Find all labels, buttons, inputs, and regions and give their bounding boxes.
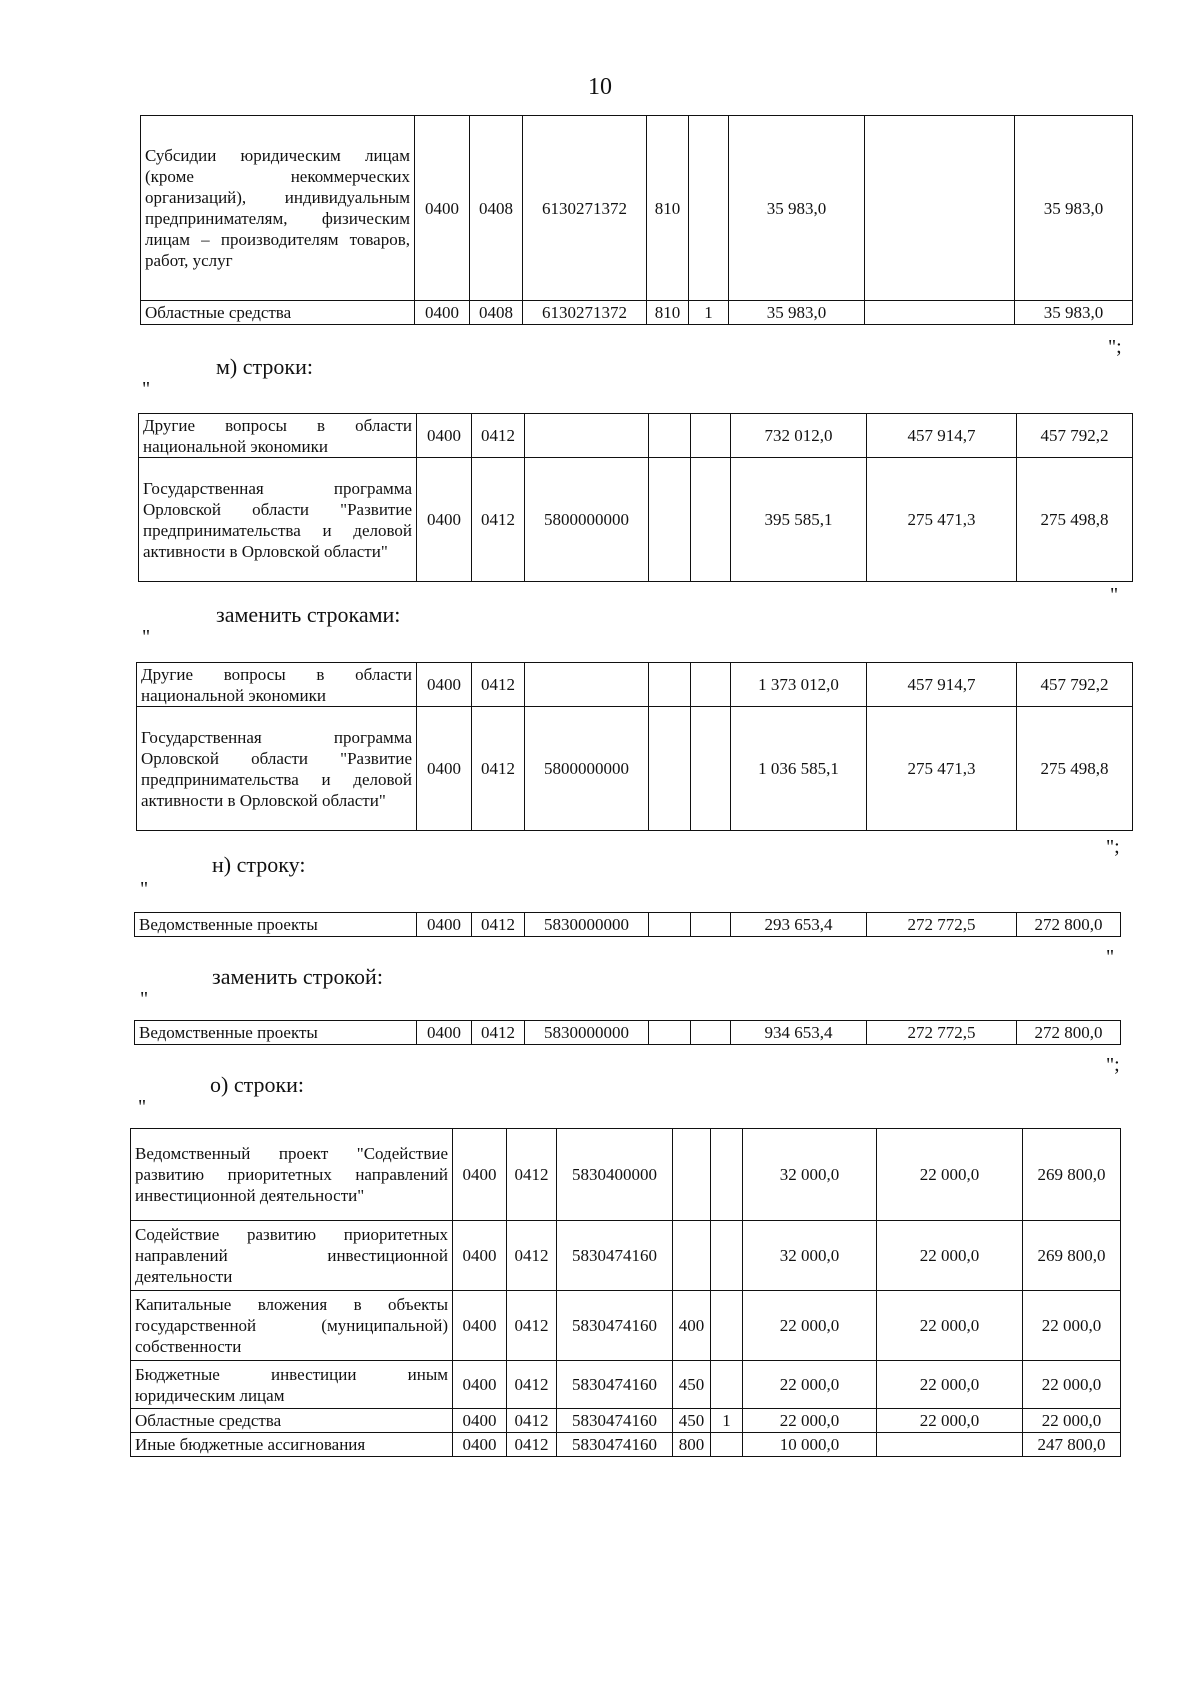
funding-source (691, 707, 731, 831)
amount-year-1: 35 983,0 (729, 301, 865, 325)
funding-source (711, 1221, 743, 1291)
amount-year-3: 272 800,0 (1017, 913, 1121, 937)
target-article-code: 5830400000 (557, 1129, 673, 1221)
closing-quote: "; (1106, 836, 1120, 858)
row-name: Областные средства (131, 1409, 453, 1433)
section-heading-replace-row: заменить строкой: (212, 964, 383, 989)
amount-year-1: 32 000,0 (743, 1221, 877, 1291)
amount-year-2: 22 000,0 (877, 1291, 1023, 1361)
amount-year-2 (865, 301, 1015, 325)
funding-source (711, 1361, 743, 1409)
target-article-code: 5830000000 (525, 1021, 649, 1045)
table-row (131, 1409, 1121, 1433)
section-code: 0400 (453, 1129, 507, 1221)
section-code: 0400 (415, 301, 470, 325)
target-article-code (525, 414, 649, 458)
row-name: Государственная программа Орловской области "Развитие предпринимательства и деловой активности в Орловской области" (139, 458, 417, 582)
budget-table-3 (136, 662, 1133, 831)
table-row (139, 414, 1133, 458)
amount-year-2: 457 914,7 (867, 663, 1017, 707)
target-article-code: 6130271372 (523, 301, 647, 325)
opening-quote: " (140, 988, 149, 1010)
amount-year-3: 247 800,0 (1023, 1433, 1121, 1457)
amount-year-3: 269 800,0 (1023, 1129, 1121, 1221)
row-name: Бюджетные инвестиции иным юридическим лицам (131, 1361, 453, 1409)
amount-year-2: 457 914,7 (867, 414, 1017, 458)
budget-table-2 (138, 413, 1133, 582)
amount-year-1: 732 012,0 (731, 414, 867, 458)
expense-type-code (649, 414, 691, 458)
amount-year-3: 35 983,0 (1015, 301, 1133, 325)
subsection-code: 0412 (472, 414, 525, 458)
amount-year-2: 272 772,5 (867, 913, 1017, 937)
subsection-code: 0412 (472, 707, 525, 831)
section-code: 0400 (415, 116, 470, 301)
section-heading-replace-rows: заменить строками: (216, 602, 401, 627)
expense-type-code: 450 (673, 1409, 711, 1433)
opening-quote: " (142, 378, 151, 400)
funding-source (691, 663, 731, 707)
target-article-code: 5830474160 (557, 1361, 673, 1409)
funding-source: 1 (711, 1409, 743, 1433)
amount-year-2: 22 000,0 (877, 1409, 1023, 1433)
target-article-code: 6130271372 (523, 116, 647, 301)
table-row (131, 1221, 1121, 1291)
amount-year-1: 22 000,0 (743, 1291, 877, 1361)
budget-table-1 (140, 115, 1133, 325)
target-article-code: 5800000000 (525, 707, 649, 831)
section-heading-m: м) строки: (216, 354, 313, 379)
table-row (131, 1361, 1121, 1409)
table-row (139, 458, 1133, 582)
funding-source: 1 (689, 301, 729, 325)
amount-year-2: 22 000,0 (877, 1361, 1023, 1409)
row-name: Другие вопросы в области национальной экономики (137, 663, 417, 707)
budget-table-5 (134, 1020, 1121, 1045)
amount-year-3: 35 983,0 (1015, 116, 1133, 301)
section-code: 0400 (417, 913, 472, 937)
section-code: 0400 (417, 414, 472, 458)
funding-source (691, 1021, 731, 1045)
page-number: 10 (588, 74, 612, 100)
amount-year-1: 22 000,0 (743, 1409, 877, 1433)
row-name: Субсидии юридическим лицам (кроме некоммерческих организаций), индивидуальным предпринимателям, физическим лицам – производителям товаров, работ, услуг (141, 116, 415, 301)
closing-quote: " (1106, 946, 1115, 968)
amount-year-1: 934 653,4 (731, 1021, 867, 1045)
expense-type-code: 400 (673, 1291, 711, 1361)
row-name: Другие вопросы в области национальной экономики (139, 414, 417, 458)
amount-year-1: 35 983,0 (729, 116, 865, 301)
closing-quote: "; (1108, 336, 1122, 358)
subsection-code: 0412 (507, 1129, 557, 1221)
section-code: 0400 (453, 1221, 507, 1291)
amount-year-1: 1 373 012,0 (731, 663, 867, 707)
funding-source (711, 1291, 743, 1361)
subsection-code: 0412 (472, 458, 525, 582)
amount-year-1: 395 585,1 (731, 458, 867, 582)
section-code: 0400 (417, 663, 472, 707)
amount-year-3: 457 792,2 (1017, 663, 1133, 707)
row-name: Областные средства (141, 301, 415, 325)
table-row (141, 116, 1133, 301)
subsection-code: 0412 (507, 1433, 557, 1457)
amount-year-2 (865, 116, 1015, 301)
subsection-code: 0408 (470, 301, 523, 325)
subsection-code: 0412 (472, 1021, 525, 1045)
row-name: Ведомственные проекты (135, 1021, 417, 1045)
target-article-code: 5830474160 (557, 1433, 673, 1457)
amount-year-2: 22 000,0 (877, 1129, 1023, 1221)
table-row (141, 301, 1133, 325)
funding-source (691, 458, 731, 582)
amount-year-2: 275 471,3 (867, 707, 1017, 831)
section-code: 0400 (453, 1361, 507, 1409)
section-heading-o: о) строки: (210, 1072, 305, 1097)
expense-type-code (649, 707, 691, 831)
target-article-code: 5800000000 (525, 458, 649, 582)
table-row (135, 1021, 1121, 1045)
expense-type-code (649, 913, 691, 937)
closing-quote: "; (1106, 1054, 1120, 1076)
table-row (131, 1433, 1121, 1457)
section-code: 0400 (417, 458, 472, 582)
row-name: Капитальные вложения в объекты государственной (муниципальной) собственности (131, 1291, 453, 1361)
row-name: Ведомственные проекты (135, 913, 417, 937)
funding-source (711, 1129, 743, 1221)
table-row (135, 913, 1121, 937)
funding-source (691, 913, 731, 937)
budget-table-4 (134, 912, 1121, 937)
target-article-code: 5830474160 (557, 1409, 673, 1433)
funding-source (691, 414, 731, 458)
expense-type-code (649, 458, 691, 582)
row-name: Ведомственный проект "Содействие развитию приоритетных направлений инвестиционной деятельности" (131, 1129, 453, 1221)
subsection-code: 0412 (507, 1409, 557, 1433)
section-code: 0400 (453, 1433, 507, 1457)
section-code: 0400 (453, 1409, 507, 1433)
subsection-code: 0408 (470, 116, 523, 301)
opening-quote: " (138, 1096, 147, 1118)
amount-year-2: 22 000,0 (877, 1221, 1023, 1291)
expense-type-code: 810 (647, 116, 689, 301)
amount-year-3: 275 498,8 (1017, 458, 1133, 582)
target-article-code (525, 663, 649, 707)
amount-year-3: 22 000,0 (1023, 1361, 1121, 1409)
amount-year-3: 269 800,0 (1023, 1221, 1121, 1291)
expense-type-code (673, 1221, 711, 1291)
amount-year-1: 1 036 585,1 (731, 707, 867, 831)
amount-year-1: 293 653,4 (731, 913, 867, 937)
subsection-code: 0412 (507, 1361, 557, 1409)
row-name: Иные бюджетные ассигнования (131, 1433, 453, 1457)
section-code: 0400 (453, 1291, 507, 1361)
subsection-code: 0412 (472, 663, 525, 707)
expense-type-code: 810 (647, 301, 689, 325)
budget-table-6 (130, 1128, 1121, 1457)
section-heading-n: н) строку: (212, 852, 306, 877)
amount-year-3: 22 000,0 (1023, 1409, 1121, 1433)
subsection-code: 0412 (507, 1291, 557, 1361)
expense-type-code (649, 1021, 691, 1045)
target-article-code: 5830000000 (525, 913, 649, 937)
amount-year-3: 272 800,0 (1017, 1021, 1121, 1045)
expense-type-code (673, 1129, 711, 1221)
table-row (131, 1291, 1121, 1361)
amount-year-2: 272 772,5 (867, 1021, 1017, 1045)
subsection-code: 0412 (472, 913, 525, 937)
expense-type-code (649, 663, 691, 707)
funding-source (689, 116, 729, 301)
amount-year-3: 275 498,8 (1017, 707, 1133, 831)
row-name: Государственная программа Орловской области "Развитие предпринимательства и деловой активности в Орловской области" (137, 707, 417, 831)
subsection-code: 0412 (507, 1221, 557, 1291)
row-name: Содействие развитию приоритетных направлений инвестиционной деятельности (131, 1221, 453, 1291)
table-row (137, 707, 1133, 831)
amount-year-1: 10 000,0 (743, 1433, 877, 1457)
table-row (137, 663, 1133, 707)
opening-quote: " (140, 878, 149, 900)
expense-type-code: 450 (673, 1361, 711, 1409)
target-article-code: 5830474160 (557, 1291, 673, 1361)
section-code: 0400 (417, 707, 472, 831)
amount-year-2 (877, 1433, 1023, 1457)
section-code: 0400 (417, 1021, 472, 1045)
table-row (131, 1129, 1121, 1221)
target-article-code: 5830474160 (557, 1221, 673, 1291)
amount-year-1: 22 000,0 (743, 1361, 877, 1409)
opening-quote: " (142, 626, 151, 648)
amount-year-3: 457 792,2 (1017, 414, 1133, 458)
funding-source (711, 1433, 743, 1457)
amount-year-2: 275 471,3 (867, 458, 1017, 582)
closing-quote: " (1110, 584, 1119, 606)
amount-year-1: 32 000,0 (743, 1129, 877, 1221)
amount-year-3: 22 000,0 (1023, 1291, 1121, 1361)
expense-type-code: 800 (673, 1433, 711, 1457)
